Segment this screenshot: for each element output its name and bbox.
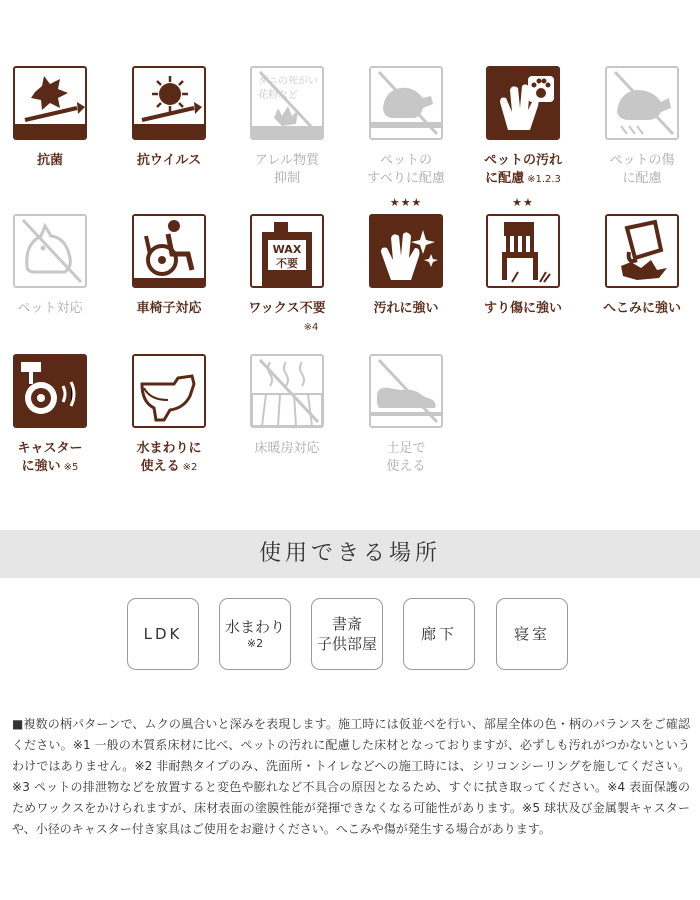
feature-antibacterial bbox=[0, 66, 100, 170]
feature-label-line: すべりに配慮 bbox=[367, 171, 445, 186]
feature-no-wax bbox=[237, 214, 337, 337]
svg-text:不要: 不要 bbox=[276, 257, 298, 270]
feature-floor-heating bbox=[237, 354, 337, 458]
feature-label-line: 抑制 bbox=[273, 171, 300, 186]
feature-label-line: キャスター bbox=[17, 441, 83, 456]
feature-antivirus bbox=[119, 66, 219, 170]
feature-label-line: へこみに強い bbox=[602, 301, 681, 316]
sparkle-hand-icon bbox=[369, 214, 443, 288]
wax-icon bbox=[250, 214, 324, 288]
place-card bbox=[127, 598, 199, 670]
place-card bbox=[496, 598, 568, 670]
feature-label-line: 床暖房対応 bbox=[254, 441, 320, 456]
feature-label bbox=[356, 300, 456, 318]
feature-label bbox=[119, 152, 219, 170]
place-label: 水まわり bbox=[224, 618, 285, 636]
dent-icon bbox=[605, 214, 679, 288]
notes-text: ■複数の柄パターンで、ムクの風合いと深みを表現します。施工時には仮並べを行い、部屋全体の色・柄のバランスをご確認ください。※1 一般の木質系床材に比べ、ペットの汚れに配慮した床材となっておりますが、必ずしも汚れがつかないというわけではありません。※2 非耐熱タイプのみ、洗面所・トイレなどへの施工時には、シリコンシーリングを施してください。※3 ペットの排泄物などを放置すると変色や膨れなど不具合の原因となるため、すぐに拭き取ってください。※4 表面保護のためワックスをかけられますが、床材表面の塗膜性能が発揮できなくなる可能性があります。※5 球状及び金属製キャスターや、小径のキャスター付き家具はご使用をお避けください。へこみや傷が発生する場合があります。 bbox=[12, 717, 690, 836]
chair-scratch-icon bbox=[486, 214, 560, 288]
feature-label bbox=[592, 152, 692, 188]
feature-label bbox=[473, 300, 573, 318]
caster-icon bbox=[13, 354, 87, 428]
feature-pet-ok bbox=[0, 214, 100, 318]
feature-label bbox=[0, 440, 100, 477]
feature-note: ※5 bbox=[63, 462, 79, 473]
feature-label-line: ペットの傷 bbox=[609, 153, 675, 168]
feature-label-line: アレル物質 bbox=[254, 153, 320, 168]
pet-icon bbox=[13, 214, 87, 288]
antibacterial-icon bbox=[13, 66, 87, 140]
feature-label-line: 抗菌 bbox=[36, 153, 63, 168]
feature-label-line: すり傷に強い bbox=[483, 301, 562, 316]
place-note: ※2 bbox=[246, 637, 264, 650]
feature-label-line: 水まわりに bbox=[136, 441, 202, 456]
feature-label-line: 使える bbox=[140, 459, 180, 474]
feature-label-line: 使える bbox=[386, 459, 426, 474]
section-title: 使用できる場所 bbox=[0, 530, 700, 578]
place-label: 寝室 bbox=[513, 625, 550, 643]
feature-label-line: ワックス不要 bbox=[248, 301, 326, 316]
antivirus-icon bbox=[132, 66, 206, 140]
feature-note: ※2 bbox=[182, 462, 198, 473]
feature-wheelchair bbox=[119, 214, 219, 318]
feature-note: ※1.2.3 bbox=[527, 174, 561, 185]
feature-caster bbox=[0, 354, 100, 477]
svg-text:WAX: WAX bbox=[272, 243, 302, 256]
shoe-icon bbox=[369, 354, 443, 428]
place-card bbox=[403, 598, 475, 670]
feature-label bbox=[356, 440, 456, 476]
feature-label bbox=[237, 300, 337, 337]
floor-heating-icon bbox=[250, 354, 324, 428]
feature-label-line: ペットの bbox=[379, 153, 432, 168]
feature-label-line: 汚れに強い bbox=[373, 301, 439, 316]
feature-label bbox=[119, 300, 219, 318]
svg-text:ダニの死がい: ダニの死がい bbox=[258, 76, 318, 87]
feature-label-line: に配慮 bbox=[622, 171, 662, 186]
feature-label-line: に配慮 bbox=[485, 171, 525, 186]
feature-label bbox=[237, 440, 337, 458]
feature-shoes bbox=[356, 354, 456, 476]
feature-label-line: 土足で bbox=[386, 441, 426, 456]
svg-text:花粉など: 花粉など bbox=[258, 90, 298, 101]
feature-label bbox=[237, 152, 337, 188]
feature-label-line: に強い bbox=[21, 459, 61, 474]
feature-label-line: ペットの汚れ bbox=[483, 153, 562, 168]
feature-pet-scratch bbox=[592, 66, 692, 188]
feature-label-line: 車椅子対応 bbox=[136, 301, 202, 316]
feature-label-line: 抗ウイルス bbox=[136, 153, 202, 168]
place-label: 子供部屋 bbox=[316, 635, 377, 653]
feature-stain-resist bbox=[356, 196, 456, 318]
feature-scratch-resist bbox=[473, 196, 573, 318]
place-label: 廊下 bbox=[420, 625, 457, 643]
rating-stars: ★★ bbox=[512, 196, 534, 209]
place-label: 書斎 bbox=[331, 615, 362, 633]
feature-label bbox=[592, 300, 692, 318]
pet-slip-icon bbox=[369, 66, 443, 140]
place-card bbox=[219, 598, 291, 670]
place-card bbox=[311, 598, 383, 670]
feature-pet-stain bbox=[473, 66, 573, 189]
feature-label bbox=[0, 300, 100, 318]
wheelchair-icon bbox=[132, 214, 206, 288]
feature-note: ※4 bbox=[303, 322, 319, 333]
toilet-icon bbox=[132, 354, 206, 428]
feature-label bbox=[473, 152, 573, 189]
feature-dent-resist bbox=[592, 214, 692, 318]
feature-label-line: ペット対応 bbox=[17, 301, 83, 316]
pet-stain-icon bbox=[486, 66, 560, 140]
allergen-icon bbox=[250, 66, 324, 140]
place-label: LDK bbox=[143, 625, 183, 643]
pet-scratch-icon bbox=[605, 66, 679, 140]
feature-pet-slip bbox=[356, 66, 456, 188]
feature-label bbox=[119, 440, 219, 477]
feature-allergen bbox=[237, 66, 337, 188]
rating-stars: ★★★ bbox=[389, 196, 423, 209]
feature-wet-area bbox=[119, 354, 219, 477]
feature-label bbox=[356, 152, 456, 188]
feature-label bbox=[0, 152, 100, 170]
